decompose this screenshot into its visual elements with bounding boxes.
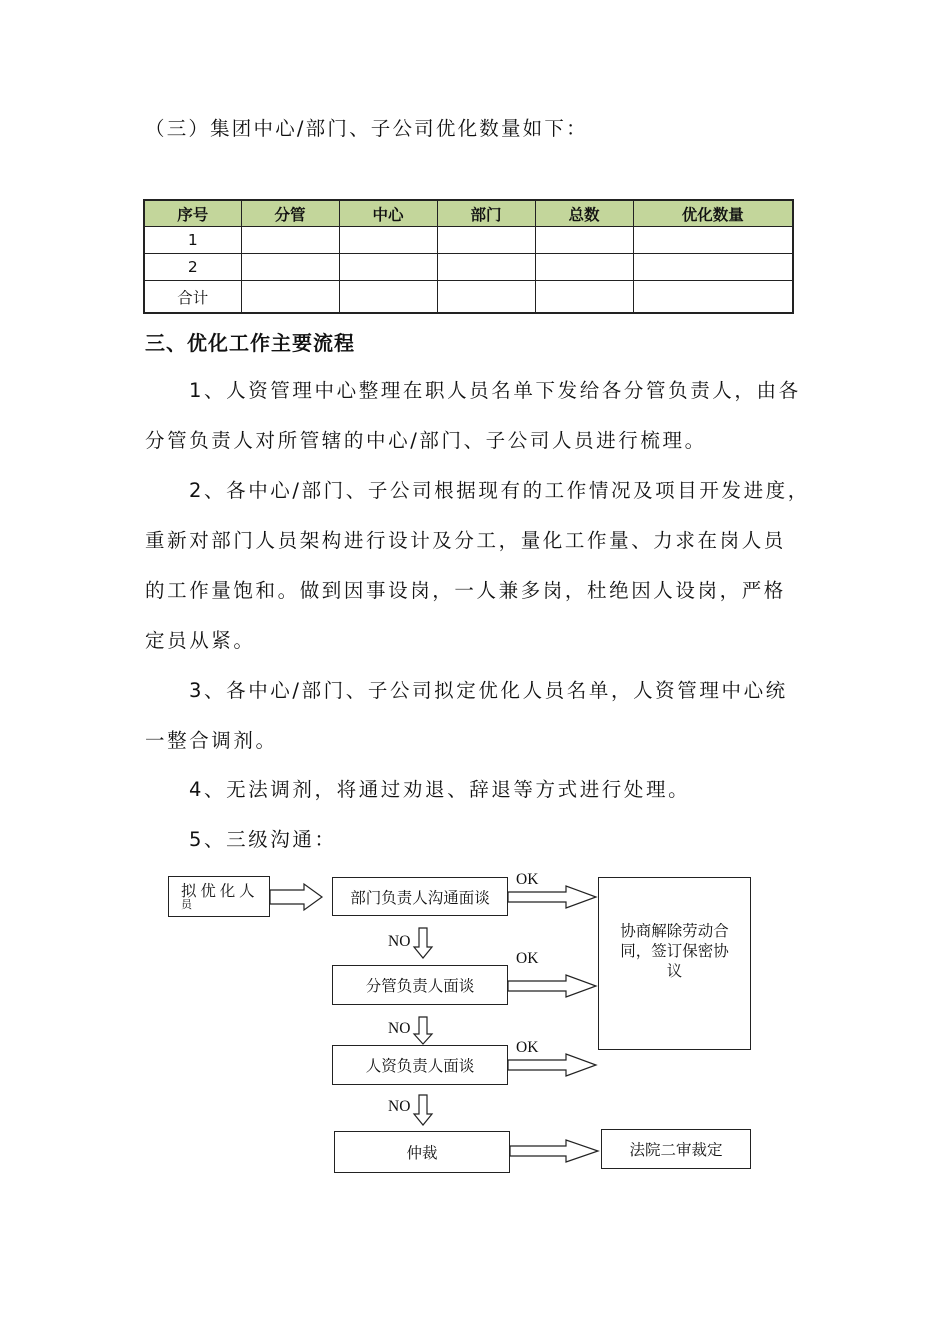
paragraph-line: 5、三级沟通： bbox=[189, 828, 337, 851]
header-supervisor: 分管 bbox=[241, 200, 339, 227]
paragraph-line: 1、人资管理中心整理在职人员名单下发给各分管负责人，由各 bbox=[189, 379, 801, 402]
step-arbitration: 仲裁 bbox=[334, 1131, 510, 1173]
ok-label: OK bbox=[516, 950, 539, 967]
start-box-line: 员 bbox=[181, 899, 192, 911]
right-arrow-icon bbox=[508, 886, 596, 908]
header-total: 总数 bbox=[535, 200, 633, 227]
right-arrow-icon bbox=[508, 1054, 596, 1076]
right-arrow-icon bbox=[510, 1140, 598, 1162]
start-box-line: 拟 优 化 人 bbox=[181, 883, 255, 900]
down-arrow-icon bbox=[414, 928, 432, 958]
result-box-line: 协商解除劳动合 bbox=[620, 923, 729, 940]
paragraph-line: 重新对部门人员架构进行设计及分工，量化工作量、力求在岗人员 bbox=[145, 529, 786, 552]
subsection-heading: （三）集团中心/部门、子公司优化数量如下： bbox=[145, 117, 588, 140]
no-label: NO bbox=[388, 933, 411, 950]
header-center: 中心 bbox=[339, 200, 437, 227]
paragraph-line: 一整合调剂。 bbox=[145, 729, 278, 752]
start-box bbox=[168, 876, 270, 917]
table-cell: 2 bbox=[144, 254, 241, 281]
paragraph-line: 2、各中心/部门、子公司根据现有的工作情况及项目开发进度， bbox=[189, 479, 810, 502]
header-optimize-count: 优化数量 bbox=[633, 200, 793, 227]
court-box: 法院二审裁定 bbox=[601, 1129, 751, 1169]
paragraph-line: 3、各中心/部门、子公司拟定优化人员名单，人资管理中心统 bbox=[189, 679, 788, 702]
paragraph-line: 定员从紧。 bbox=[145, 629, 256, 652]
right-arrow-icon bbox=[508, 975, 596, 997]
no-label: NO bbox=[388, 1020, 411, 1037]
no-label: NO bbox=[388, 1098, 411, 1115]
paragraph-line: 的工作量饱和。做到因事设岗，一人兼多岗，杜绝因人设岗，严格 bbox=[145, 579, 786, 602]
section-title: 三、优化工作主要流程 bbox=[145, 331, 355, 355]
down-arrow-icon bbox=[414, 1017, 432, 1044]
result-box-line: 议 bbox=[666, 963, 683, 980]
result-box bbox=[598, 877, 751, 1050]
ok-label: OK bbox=[516, 871, 539, 888]
step-dept-head-interview: 部门负责人沟通面谈 bbox=[332, 877, 508, 916]
step-hr-head-interview: 人资负责人面谈 bbox=[332, 1045, 508, 1085]
paragraph-line: 4、无法调剂，将通过劝退、辞退等方式进行处理。 bbox=[189, 778, 691, 801]
step-supervisor-interview: 分管负责人面谈 bbox=[332, 965, 508, 1005]
header-department: 部门 bbox=[437, 200, 535, 227]
header-index: 序号 bbox=[144, 200, 241, 227]
result-box-line: 同，签订保密协 bbox=[620, 943, 729, 960]
down-arrow-icon bbox=[414, 1095, 432, 1125]
table-cell: 1 bbox=[144, 227, 241, 254]
table-cell: 合计 bbox=[144, 281, 241, 314]
right-arrow-icon bbox=[270, 884, 322, 910]
paragraph-line: 分管负责人对所管辖的中心/部门、子公司人员进行梳理。 bbox=[145, 429, 707, 452]
ok-label: OK bbox=[516, 1039, 539, 1056]
